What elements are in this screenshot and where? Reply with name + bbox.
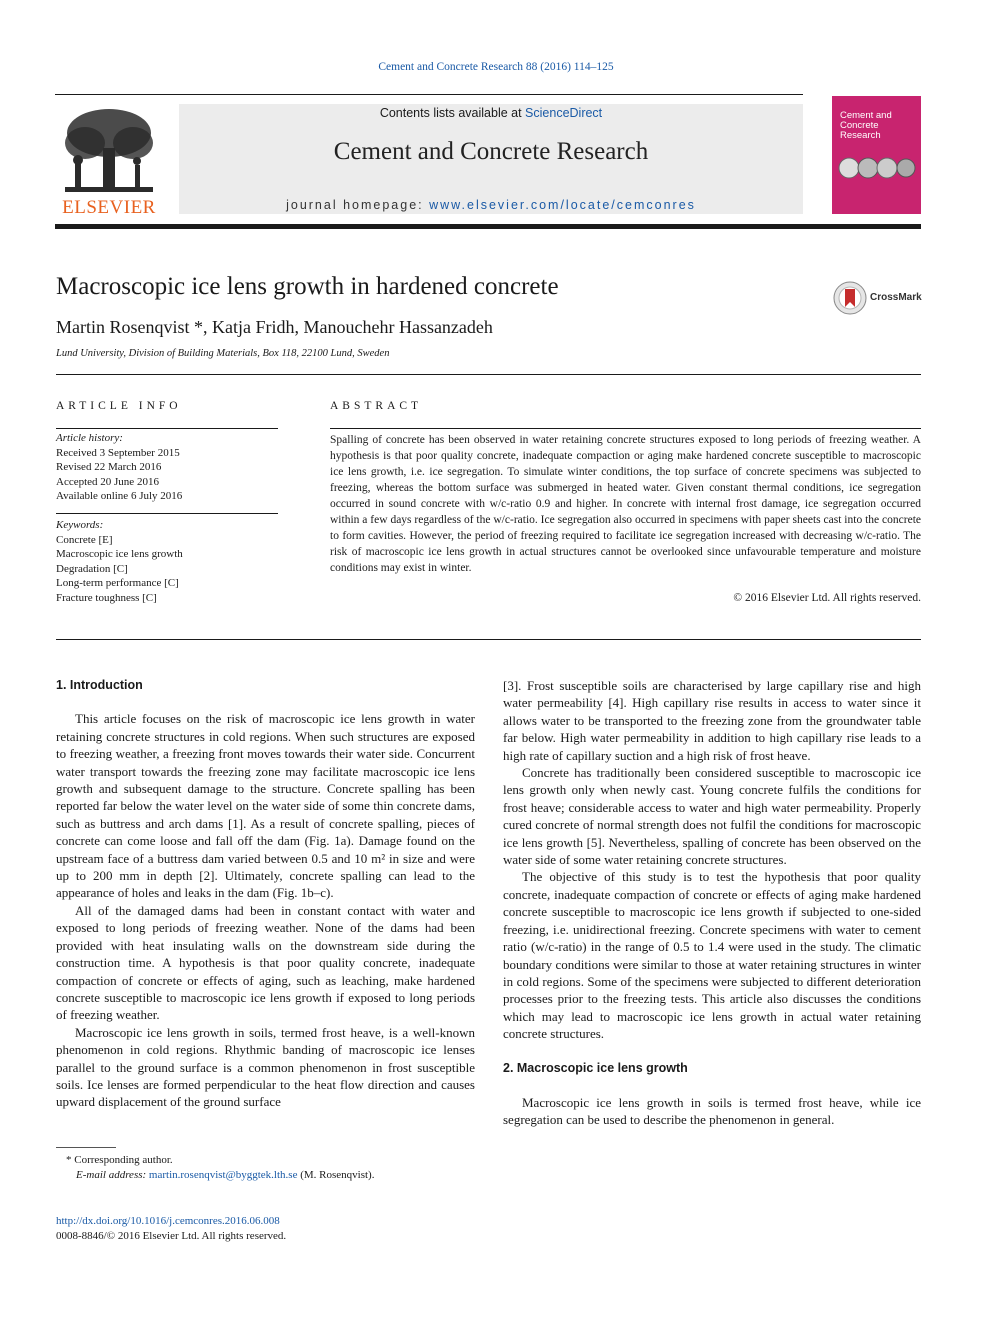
email-link[interactable]: martin.rosenqvist@byggtek.lth.se bbox=[148, 1169, 298, 1181]
cover-title: Cement and Concrete Research bbox=[840, 110, 892, 141]
section-2-heading: 2. Macroscopic ice lens growth bbox=[503, 1060, 688, 1075]
article-title: Macroscopic ice lens growth in hardened concrete bbox=[56, 273, 559, 300]
journal-homepage bbox=[179, 198, 803, 212]
abstract-bottom-rule bbox=[56, 639, 921, 640]
body-left-column bbox=[56, 677, 475, 1111]
journal-title: Cement and Concrete Research bbox=[333, 138, 649, 165]
sciencedirect-link[interactable]: ScienceDirect bbox=[525, 106, 603, 120]
article-info-rule bbox=[56, 428, 278, 429]
cover-image bbox=[838, 148, 916, 188]
keywords-list bbox=[56, 518, 278, 605]
affiliation-rule bbox=[56, 374, 921, 375]
email-label: E-mail address: bbox=[76, 1169, 149, 1181]
abstract-heading: ABSTRACT bbox=[330, 400, 423, 412]
history-accepted: Accepted 20 June 2016 bbox=[56, 475, 159, 488]
journal-cover[interactable] bbox=[832, 96, 921, 214]
keyword: Degradation [C] bbox=[56, 562, 128, 575]
body-right-column bbox=[503, 677, 921, 1129]
footnote-rule bbox=[56, 1147, 116, 1148]
history-revised: Revised 22 March 2016 bbox=[56, 461, 162, 473]
history-online: Available online 6 July 2016 bbox=[56, 490, 183, 502]
email-line bbox=[66, 1168, 476, 1183]
corresponding-author: * Corresponding author. bbox=[66, 1154, 173, 1166]
homepage-prefix: journal homepage: bbox=[286, 198, 430, 212]
paragraph: Macroscopic ice lens growth in soils is termed frost heave, while ice segregation can be used to describe the phenomenon in general. bbox=[503, 1094, 921, 1128]
abstract-text: Spalling of concrete has been observed in water retaining concrete structures exposed to long periods of freezing weather. A hypothesis is that poor quality concrete, inadequate compaction or aging make hardened concrete susceptible to macroscopic ice lens growth, i.e. ice segregation. To simulate winter conditions, the top surface of concrete specimens was subjected to freezing, whereas the bottom surface was submerged in heated water. Given constant thermal conditions, ice segregation occurred in sound concrete with w/c-ratio 0.9 and higher. In concrete with internal frost damage, ice segregation occurred within a few days regardless of the w/c-ratio. Ice segregation also occurred in specimens with paper sheets cast into the concrete to form cavities. However, the period of freezing required to facilitate ice segregation increased with decreasing w/c-ratio. The risk of macroscopic ice lens growth in actual structures cannot be overlooked since unfavourable temperature and moisture conditions may exist in winter. bbox=[330, 434, 921, 574]
paragraph: [3]. Frost susceptible soils are characterised by large capillary rise and high water permeability [4]. High capillary rise results in access to water since it allows water to be transported to the freezing zone from the groundwater table far below. High water permeability in addition to high capillary rise leads to a high rate of capillary suction and a high risk of frost heave. bbox=[503, 678, 921, 763]
keywords-rule bbox=[56, 513, 278, 514]
author-list: Martin Rosenqvist *, Katja Fridh, Manouchehr Hassanzadeh bbox=[56, 317, 493, 337]
crossmark-icon[interactable] bbox=[833, 281, 867, 320]
keyword: Concrete [E] bbox=[56, 533, 113, 546]
abstract-rule bbox=[330, 428, 921, 429]
banner-top-rule bbox=[55, 94, 803, 95]
affiliation: Lund University, Division of Building Materials, Box 118, 22100 Lund, Sweden bbox=[56, 348, 390, 359]
history-received: Received 3 September 2015 bbox=[56, 446, 180, 459]
issn-line: 0008-8846/© 2016 Elsevier Ltd. All rights reserved. bbox=[56, 1230, 287, 1242]
article-info-heading: ARTICLE INFO bbox=[56, 400, 182, 412]
page-footer bbox=[56, 1214, 286, 1244]
contents-prefix: Contents lists available at bbox=[379, 106, 526, 120]
paragraph: The objective of this study is to test the hypothesis that poor quality concrete, inadequate compaction of concrete or effects of aging make hardened concrete susceptible to macroscopic ice lens growth if subjected to one-sided freezing, i.e. unidirectional freezing. Concrete specimens with water to cement ratio (w/c-ratio) in the range of 0.5 to 1.4 were used in the study. The climatic boundary conditions were similar to those at water retaining structures in winter in cold regions. Some of the specimens were subjected to different deterioration processes prior to the freezing tests. This article also discusses the conditions which may lead to macroscopic ice lens growth in actual water retaining concrete structures. bbox=[503, 869, 921, 1042]
paragraph: Concrete has traditionally been considered susceptible to macroscopic ice lens growth only when newly cast. Young concrete fulfils the conditions for frost heave; considerable access to water and high water permeability. Properly cured concrete of normal strength does not fulfil the conditions for macroscopic ice lens growth [5]. Nevertheless, spalling of concrete has been observed on the water side of some water retaining concrete structures. bbox=[503, 765, 921, 868]
keyword: Long-term performance [C] bbox=[56, 577, 179, 589]
footnote bbox=[66, 1153, 476, 1183]
history-label: Article history: bbox=[56, 432, 123, 444]
paragraph: Macroscopic ice lens growth in soils, termed frost heave, is a well-known phenomenon in cold regions. Rhythmic banding of macroscopic ice lenses parallel to the ground surface is a common phenomenon in frost susceptible soils. Ice lenses are formed perpendicular to the heat flow direction and causes upward displacement of the ground surface bbox=[56, 1024, 475, 1110]
keywords-label: Keywords: bbox=[56, 519, 104, 531]
keyword: Fracture toughness [C] bbox=[56, 591, 157, 604]
banner-bottom-rule bbox=[55, 224, 921, 229]
keyword: Macroscopic ice lens growth bbox=[56, 548, 183, 560]
section-1-heading: 1. Introduction bbox=[56, 678, 143, 692]
contents-line bbox=[179, 106, 803, 120]
email-suffix: (M. Rosenqvist). bbox=[297, 1169, 375, 1181]
article-history bbox=[56, 431, 278, 504]
elsevier-wordmark: ELSEVIER bbox=[62, 197, 156, 218]
doi-link[interactable]: http://dx.doi.org/10.1016/j.cemconres.2016.06.008 bbox=[56, 1215, 280, 1227]
abstract-copyright: © 2016 Elsevier Ltd. All rights reserved. bbox=[733, 592, 921, 604]
journal-citation[interactable]: Cement and Concrete Research 88 (2016) 114–125 bbox=[378, 61, 614, 73]
crossmark-label[interactable]: CrossMark bbox=[870, 292, 922, 303]
homepage-link[interactable]: www.elsevier.com/locate/cemconres bbox=[429, 198, 696, 212]
paragraph: All of the damaged dams had been in constant contact with water and exposed to long periods of freezing weather. None of the dams had been provided with heat insulating walls on the downstream side during the construction time. A hypothesis is that poor quality concrete, inadequate compaction of concrete or effects of aging, such as leaching, make hardened concrete susceptible to macroscopic ice lens growth if exposed to long periods of freezing weather. bbox=[56, 902, 475, 1023]
paragraph: This article focuses on the risk of macroscopic ice lens growth in water retaining concrete structures in cold regions. When such structures are exposed to freezing weather, a freezing front moves towards their water side. Concurrent water transport towards the freezing zone may facilitate macroscopic ice lens growth and subsequent damage to the structure. Concrete spalling has been reported far below the water level on the water side of some thin concrete dams, such as buttress and arch dams [1]. As a result of concrete spalling, pieces of concrete can come loose and fall off the dam (Fig. 1a). Damage found on the upstream face of a buttress dam varied between 0.5 and 10 m² in size and were up to 200 mm in depth [2]. Ultimately, concrete spalling can lead to the appearance of holes and leaks in the dam (Fig. 1b–c). bbox=[56, 711, 475, 901]
